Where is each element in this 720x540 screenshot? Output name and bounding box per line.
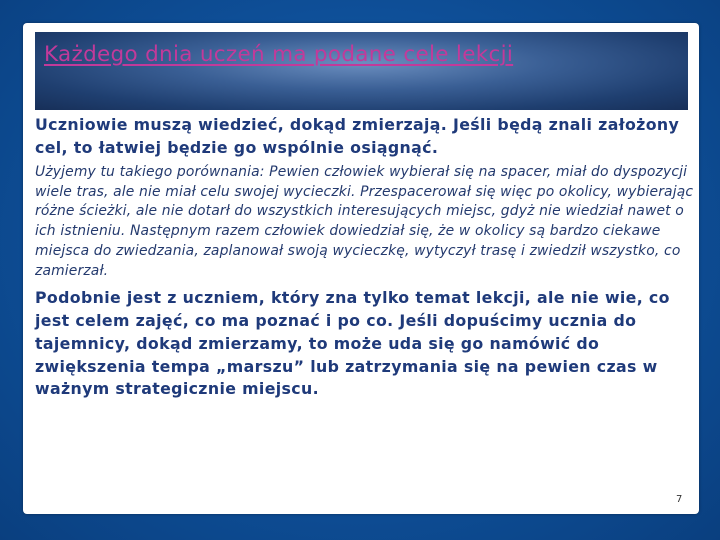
slide-body xyxy=(35,113,695,401)
page-number: 7 xyxy=(676,494,683,505)
lead-paragraph: Uczniowie muszą wiedzieć, dokąd zmierzają. Jeśli będą znali założony cel, to łatwiej będzie go wspólnie osiągnąć. xyxy=(35,115,680,157)
example-paragraph: Użyjemy tu takiego porównania: Pewien człowiek wybierał się na spacer, miał do dyspozycji wiele tras, ale nie miał celu swojej wycieczki. Przespacerował się więc po okolicy, wybierając różne ścieżki, ale nie dotarł do wszystkich interesujących miejsc, gdyż nie wiedział nawet o ich istnieniu. Następnym razem człowiek dowiedział się, że w okolicy są bardzo ciekawe miejsca do zwiedzania, zaplanował swoją wycieczkę, wytyczył trasę i zwiedził wszystko, co zamierzał. xyxy=(35,164,694,279)
conclusion-paragraph: Podobnie jest z uczniem, który zna tylko temat lekcji, ale nie wie, co jest celem zajęć, co ma poznać i po co. Jeśli dopuścimy ucznia do tajemnicy, dokąd zmierzamy, to może uda się go namówić do zwiększenia tempa „marszu” lub zatrzymania się na pewien czas w ważnym strategicznie miejscu. xyxy=(35,288,670,399)
slide-title: Każdego dnia uczeń ma podane cele lekcji xyxy=(44,42,514,67)
